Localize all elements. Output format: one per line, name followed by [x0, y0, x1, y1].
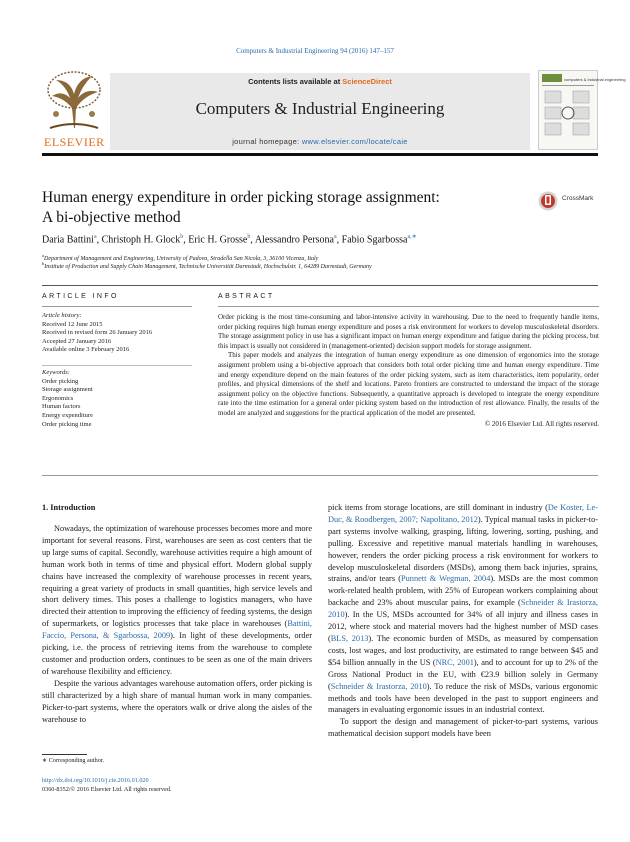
info-divider	[42, 365, 192, 366]
keyword: Energy expenditure	[42, 411, 93, 419]
citation-link[interactable]: Schneider & Irastorza, 2010	[330, 681, 427, 691]
body-paragraph	[328, 502, 598, 716]
author-affil-mark[interactable]: a,∗	[407, 234, 417, 240]
author-affil-mark[interactable]: a	[93, 234, 97, 240]
author-list: Daria Battini$^a$, Christoph H. Glock$^b$, Eric H. Grosse$^b$, Alessandro Persona$^a$, Fabio Sgarbossa$^{a,∗}$	[42, 234, 417, 246]
section-heading: 1. Introduction	[42, 503, 96, 512]
keyword: Order picking time	[42, 420, 92, 428]
article-info-heading: ARTICLE INFO	[42, 293, 119, 300]
article-title	[42, 188, 502, 228]
author-affil-mark[interactable]: b	[180, 234, 184, 240]
footnote-rule	[42, 754, 87, 755]
homepage-prefix: journal homepage:	[232, 137, 302, 146]
crossmark-label: CrossMark	[562, 195, 594, 202]
body-text: ). MSDs are the most common work-related health problem, with 25% of European workers complaining about backache and 23% about muscular pains, for example (	[328, 574, 598, 608]
author-affil-mark[interactable]: a	[333, 234, 337, 240]
body-text: Nowadays, the optimization of warehouse processes becomes more and more important for several reasons. First, warehouses are seen as cost centers that tie up large sums of capital. Secondly, warehouse activities require a high amount of human work both in terms of time and physical effort. Modern global supply chains have increased the complexity of warehouse processes in recent years, requiring a great variety of products in small quantities, high service levels and short delivery times. This poses a challenge to logistics managers, who have directed their attention to improving the efficiency of feeding systems, the design of supermarkets, or logistics processes that take place in warehouses (	[42, 524, 312, 629]
body-text: ). To reduce the risk of MSDs, various ergonomic methods and tools have been developed in the past to support engineers and managers in evaluating ergonomic issues in an industrial context.	[328, 681, 598, 715]
body-column-right	[328, 502, 598, 740]
contents-line	[110, 77, 530, 86]
sciencedirect-link[interactable]: ScienceDirect	[342, 77, 392, 86]
abstract-paragraph: This paper models and analyzes the integration of human energy expenditure as one dimension of ergonomics into the storage assignment problem using a bi-objective approach that considers both total order picking time and human energy expenditure. Time and energy expenditure depend on the main features of the order picking system, such as item characteristics, item popularity, order profiles, and physical dimensions of the shelf and locations. Pareto frontiers are constructed to understand the impact of the storage assignment policy on the objective functions. Subsequently, a quantitative approach is developed to integrate the energy expenditure rate into the time estimation for a general order picking system based on the introduction of rest allowance. Finally, the results of the model are analyzed and suggestions for the practical application of the model are presented.	[218, 351, 599, 417]
affiliation-mark: a	[42, 253, 44, 258]
affiliation-text: Department of Management and Engineering, University of Padova, Stradella San Nicola, 3, 36100 Vicenza, Italy	[44, 256, 319, 262]
body-paragraph	[42, 523, 312, 678]
keyword: Storage assignment	[42, 386, 93, 394]
keyword: Order picking	[42, 377, 79, 385]
section-rule	[42, 285, 598, 286]
homepage-line	[110, 137, 530, 146]
history-entry: Received in revised form 26 January 2016	[42, 329, 153, 337]
author-affil-mark[interactable]: b	[247, 234, 251, 240]
author-name[interactable]: Fabio Sgarbossa	[341, 234, 408, 246]
citation-link[interactable]: Schneider & Irastorza, 2010	[328, 598, 598, 620]
keyword: Human factors	[42, 403, 81, 411]
abstract-rule	[218, 306, 599, 307]
crossmark-icon	[538, 190, 558, 212]
citation-link[interactable]: BLS, 2013	[330, 633, 369, 643]
journal-cover-thumbnail[interactable]	[538, 70, 626, 150]
history-entry: Accepted 27 January 2016	[42, 337, 112, 345]
author-name[interactable]: Alessandro Persona	[254, 234, 334, 246]
homepage-link[interactable]: www.elsevier.com/locate/caie	[301, 137, 408, 146]
affiliation-text: Institute of Production and Supply Chain Management, Technische Universität Darmstadt, Hochschulstr. 1, 64289 Darmstadt, Germany	[44, 264, 372, 270]
history-label: Article history:	[42, 312, 82, 319]
affiliation-mark: b	[42, 261, 45, 266]
journal-title[interactable]: Computers & Industrial Engineering	[195, 99, 445, 118]
abstract-bottom-rule	[42, 475, 598, 476]
body-text: ). Typical manual tasks in picker-to-part systems involve walking, grasping, lifting, lowering, sorting, pushing, and pulling. Excessive and repetitive manual materials handling in warehouses, however, renders the order picking process a risk environment for workers to develop musculoskeletal disorders (MSDs), among them back injuries, sprains, strains, and/or tears (	[328, 514, 598, 584]
journal-header-band	[110, 73, 530, 150]
masthead	[42, 68, 626, 158]
body-text: ). In light of these developments, order picking, i.e. the process of retrieving items from the warehouse to complete customer and production orders, continues to be seen as one of the main drivers of warehouse flexibility and efficiency.	[42, 631, 312, 676]
citation-link[interactable]: De Koster, Le-Duc, & Roodbergen, 2007; Napolitano, 2012	[328, 503, 598, 524]
issn-copyright: 0360-8352/© 2016 Elsevier Ltd. All rights reserved.	[42, 786, 172, 793]
abstract-paragraph: Order picking is the most time-consuming and labor-intensive activity in warehousing. Due to the need to frequently handle items, order picking requires high human energy expenditure and poses a risk environment for workers to develop musculoskeletal disorders. The storage assignment policy in use has a significant impact on human energy expenditure and fatigue during the picking process, but this impact is usually not considered in (management-oriented) decision support models for storage assignment.	[218, 313, 599, 350]
cover-image	[539, 71, 626, 149]
author-name[interactable]: Christoph H. Glock	[101, 234, 181, 246]
info-rule	[42, 306, 192, 307]
body-text: ), and to account for up to 2% of the Gross National Product in the EU, with €23.9 billion solely in Germany (	[328, 657, 598, 691]
title-line-1: Human energy expenditure in order picking storage assignment:	[42, 189, 440, 206]
citation-link[interactable]: NRC, 2001	[435, 657, 474, 667]
history-entry: Available online 3 February 2016	[42, 346, 130, 354]
body-text: ). In the US, MSDs accounted for 34% of all injury and illness cases in 2012, where stock and material movers had the highest number of MSD cases (	[328, 610, 598, 643]
crossmark-button[interactable]	[538, 190, 608, 212]
citation-link[interactable]: Battini, Faccio, Persona, & Sgarbossa, 2009	[42, 619, 312, 641]
affiliation-b	[42, 261, 372, 270]
title-line-2: A bi-objective method	[42, 209, 181, 226]
abstract-copyright: © 2016 Elsevier Ltd. All rights reserved.	[484, 419, 599, 428]
doi-link[interactable]: http://dx.doi.org/10.1016/j.cie.2016.01.020	[42, 777, 149, 784]
body-text: pick items from storage locations, are still dominant in industry (	[328, 503, 548, 512]
keywords-label: Keywords:	[42, 369, 70, 376]
corresponding-author-footnote: ∗ Corresponding author.	[42, 757, 105, 764]
body-paragraph: Despite the various advantages warehouse automation offers, order picking is still characterized by a high share of manual human work in many companies. Picker-to-part systems, where the operators walk or drive along the aisles of the warehouse to	[42, 678, 312, 724]
citation-link[interactable]: Punnett & Wegman, 2004	[401, 574, 491, 584]
cover-title: computers & industrial engineering	[564, 77, 626, 82]
elsevier-wordmark: ELSEVIER	[44, 135, 105, 149]
abstract-body	[218, 313, 599, 429]
article-history	[42, 312, 192, 355]
body-text: ). The economic burden of MSDs, as measured by compensation costs, lost wages, and lost productivity, are estimated to range between $45 and $54 billion annually in the US (	[328, 633, 598, 667]
body-column-left	[42, 502, 312, 725]
body-paragraph: To support the design and management of picker-to-part systems, various mathematical decision support models have been	[328, 717, 598, 739]
keywords	[42, 369, 192, 429]
history-entry: Received 12 June 2015	[42, 320, 103, 328]
author-name[interactable]: Daria Battini	[42, 234, 94, 246]
abstract-heading: ABSTRACT	[218, 293, 275, 300]
journal-reference[interactable]: Computers & Industrial Engineering 94 (2016) 147–157	[236, 47, 394, 55]
author-name[interactable]: Eric H. Grosse	[188, 234, 248, 246]
contents-prefix: Contents lists available at	[248, 77, 343, 86]
masthead-rule	[42, 153, 598, 156]
keyword: Ergonomics	[42, 394, 74, 402]
